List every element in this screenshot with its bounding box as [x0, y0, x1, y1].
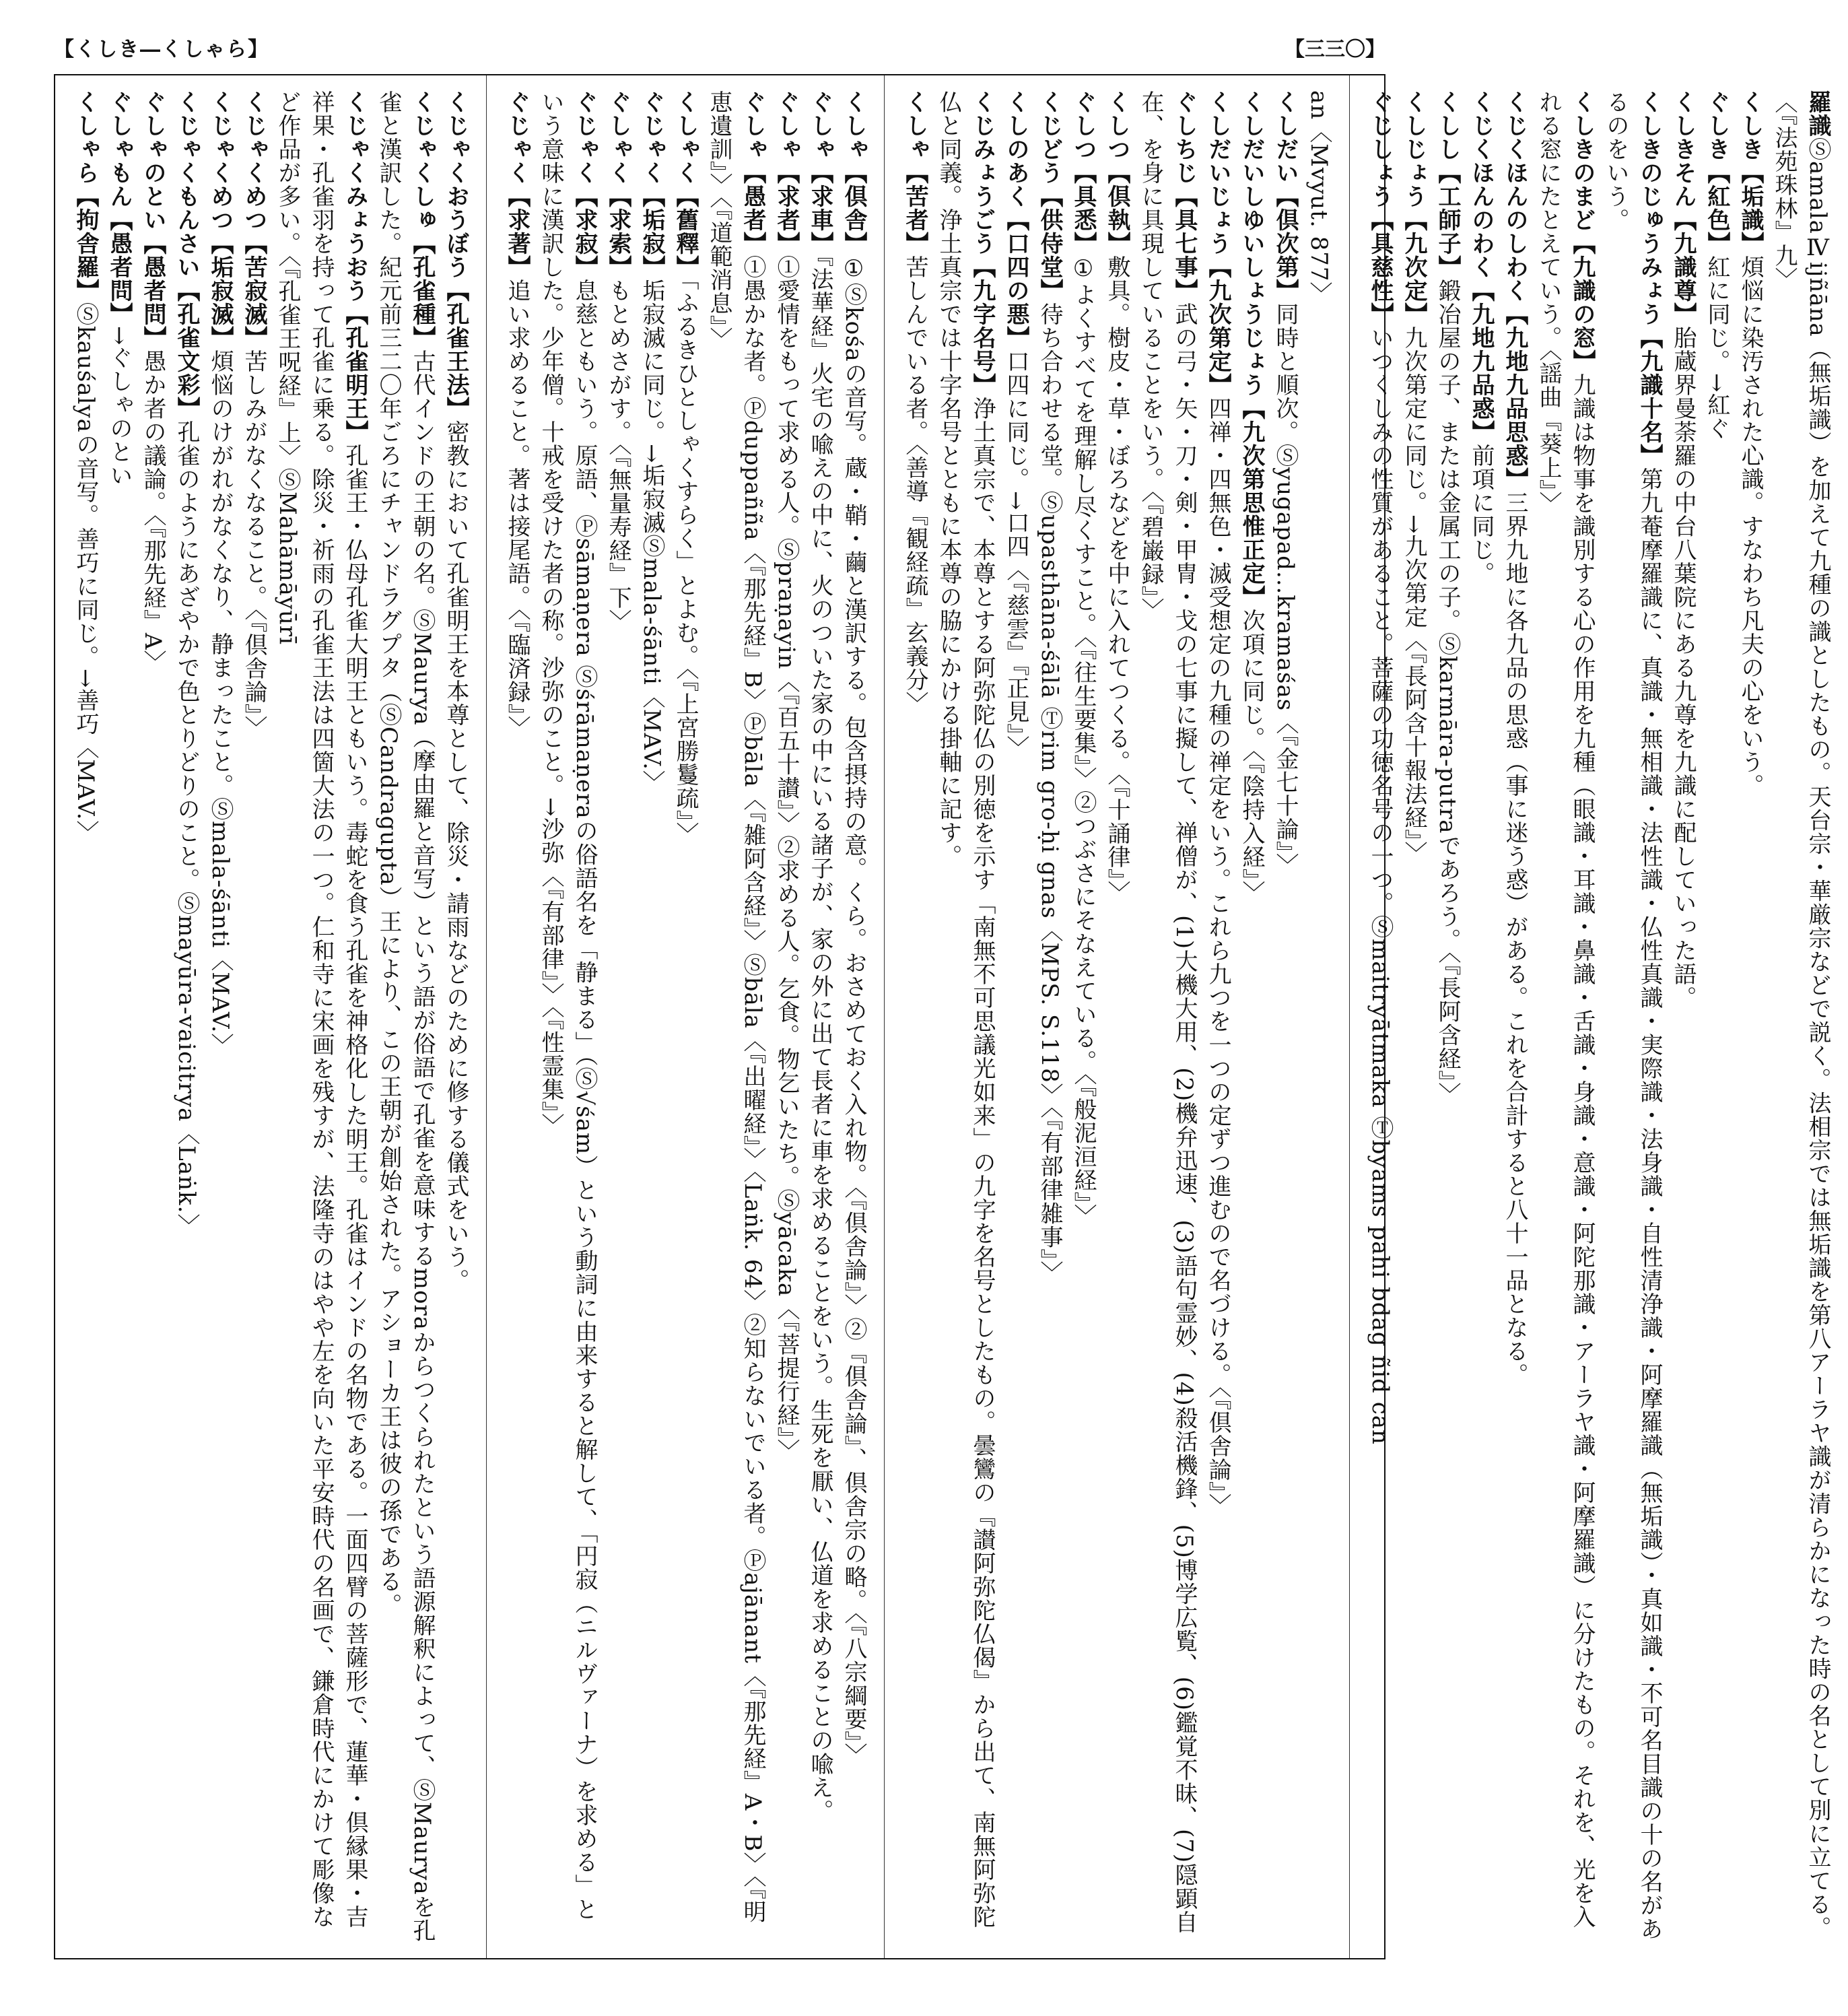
- entry-definition: 紅に同じ。→紅ぐ: [1703, 255, 1730, 440]
- dictionary-entry: [1235, 90, 1268, 1943]
- entry-definition: 苦しんでいる者。〈善導『観経疏』玄義分〉: [901, 255, 928, 715]
- dictionary-entry: [1767, 90, 1835, 1943]
- entry-headword: ぐしゃ【愚者】: [739, 90, 766, 255]
- entry-headword: ぐしゃもん【愚者問】: [106, 90, 133, 326]
- dictionary-entry: [669, 90, 702, 1943]
- entry-definition: 敷具。樹皮・草・ぼろなどを中に入れてつくる。〈『十誦律』〉: [1103, 255, 1130, 904]
- entry-headword: くじゃくおうぼう【孔雀王法】: [442, 90, 469, 420]
- dictionary-entry: [769, 90, 803, 1943]
- entry-headword: ぐしゃ【求者】: [773, 90, 800, 255]
- entry-definition: ①Ⓢkośaの音写。蔵・鞘・繭と漢訳する。包含摂持の意。くら。おさめておく入れ物。〈『倶舎論』〉②『倶舎論』、倶舎宗の略。〈『八宗綱要』〉: [840, 255, 867, 1767]
- entry-headword: くしゃら【拘舎羅】: [72, 90, 99, 302]
- entry-definition: 浄土真宗で、本尊とする阿弥陀仏の別徳を示す「南無不可思議光如来」の九字を名号としたもの。曇鸞の『讃阿弥陀仏偈』から出て、南無阿弥陀仏と同義。浄土真宗では十字名号とともに本尊の脇にかける掛軸に記す。: [935, 90, 996, 1928]
- dictionary-entry: [1363, 90, 1397, 1943]
- dictionary-entry: [1666, 90, 1700, 1943]
- entry-headword: くじゃくめつ【苦寂滅】: [240, 90, 267, 349]
- entry-headword: くしゃ【倶舎】: [840, 90, 867, 255]
- entry-headword: くしだい【倶次第】: [1272, 90, 1299, 302]
- dictionary-entry: [1066, 90, 1100, 1943]
- entry-definition: 煩悩に染汚された心識。すなわち凡夫の心をいう。: [1737, 255, 1764, 797]
- column-2: [885, 75, 1350, 1958]
- entry-headword: 羅識: [1804, 90, 1831, 137]
- dictionary-entry: [1033, 90, 1066, 1943]
- entry-definition: 同時と順次。Ⓢyugapad...kramaśas〈『金七十論』〉: [1272, 302, 1299, 877]
- entry-definition: 『法華経』火宅の喩えの中に、火のついた家の中にいる諸子が、家の外に出て長者に車を求めることをいう。生死を厭い、仏道を求めることの喩え。: [807, 255, 833, 1823]
- dictionary-entry: [170, 90, 203, 1943]
- entry-headword: ぐしゃのとい【愚者問】: [139, 90, 166, 349]
- entry-definition: 追い求めること。著は接尾語。〈『臨済録』〉: [504, 279, 531, 739]
- dictionary-entry: [237, 90, 271, 1943]
- dictionary-entry: [439, 90, 473, 1943]
- entry-headword: ぐしゃく【求索】: [605, 90, 631, 279]
- dictionary-entry: [271, 90, 372, 1943]
- running-head: 【くしき―くしゃら】: [54, 38, 269, 61]
- entry-headword: ぐしつ【具悉】: [1070, 90, 1097, 255]
- entry-definition: 待ち合わせる堂。Ⓢupasthāna-śālā Ⓣrim gro-ḥi gnas〈MPS. S.118〉〈『有部律雑事』〉: [1036, 302, 1063, 1285]
- entry-headword: くしゃ【苦者】: [901, 90, 928, 255]
- entry-headword: くしきのじゅうみょう【九識十名】: [1636, 90, 1663, 467]
- entry-definition: 鍛冶屋の子、または金属工の子。Ⓢkarmāra-putraであろう。〈『長阿含経』〉: [1434, 279, 1461, 1106]
- dictionary-entry: [601, 90, 635, 1943]
- dictionary-entry: [102, 90, 136, 1943]
- entry-definition: an〈Mvyut. 877〉: [1305, 90, 1332, 306]
- entry-definition: いつくしみの性質があること。菩薩の功徳名号の一つ。Ⓢmaitryātmaka Ⓣbyams pahi bdag ñid can: [1367, 326, 1394, 1445]
- entry-headword: くじゃくもんさい【孔雀文彩】: [173, 90, 200, 420]
- entry-headword: ぐじしょう【具慈性】: [1367, 90, 1394, 326]
- entry-headword: くしつ【倶執】: [1103, 90, 1130, 255]
- entry-definition: 古代インドの王朝の名。ⓈMaurya（摩由羅と音写）という語が俗語で孔雀を意味するmoraからつくられたという語源解釈によって、ⓈMauryaを孔雀と漢訳した。紀元前三二〇年ごろにチャンドラグプタ（ⓈCandragupta）王により、この王朝が創始された。アショーカ王は彼の孫である。: [375, 90, 436, 1943]
- dictionary-entry: [932, 90, 999, 1943]
- entry-definition: 第九菴摩羅識に、真識・無相識・法性識・仏性真識・実際識・法身識・自性清浄識・阿摩羅識（無垢識）・真如識・不可名目識の十の名があるのをいう。: [1602, 90, 1663, 1941]
- dictionary-entry: [1464, 90, 1498, 1943]
- dictionary-entry: [999, 90, 1033, 1943]
- entry-definition: ①よくすべてを理解し尽くすこと。〈『往生要集』〉②つぶさにそなえている。〈『般泥洹経』〉: [1070, 255, 1097, 1228]
- entry-definition: 垢寂滅に同じ。→垢寂滅Ⓢmala-śānti〈MAV.〉: [638, 279, 665, 794]
- entry-headword: くじみょうごう【九字名号】: [969, 90, 996, 397]
- entry-definition: ⓈamalaⅣijñāna（無垢識）を加えて九種の識としたもの。天台宗・華厳宗などで説く。法相宗では無垢識を第八アーラヤ識が清らかになった時の名として別に立てる。〈『法苑珠林』九〉: [1771, 90, 1831, 1940]
- dictionary-entry: [1201, 90, 1235, 1943]
- dictionary-entry: [1700, 90, 1734, 1943]
- dictionary-entry: [898, 90, 932, 1943]
- entry-definition: Ⓢkauśalyaの音写。善巧に同じ。→善巧〈MAV.〉: [72, 302, 99, 844]
- entry-definition: 前項に同じ。: [1468, 444, 1495, 585]
- dictionary-entry: [1498, 90, 1532, 1943]
- entry-headword: ぐじゃく【求寂】: [571, 90, 598, 279]
- entry-headword: くしのあく【口四の悪】: [1002, 90, 1029, 349]
- page-frame: [54, 74, 1831, 1959]
- entry-definition: 四禅・四無色・滅受想定の九種の禅定をいう。これら九つを一つの定ずつ進むので名づける。〈『倶舎論』〉: [1204, 397, 1231, 1517]
- column-1: [1350, 75, 1848, 1958]
- dictionary-entry: [69, 90, 102, 1943]
- entry-headword: くしき【垢識】: [1737, 90, 1764, 255]
- entry-definition: 孔雀王・仏母孔雀大明王ともいう。毒蛇を食う孔雀を神格化した明王。孔雀はインドの名物である。一面四臂の菩薩形で、蓮華・倶縁果・吉祥果・孔雀羽を持って孔雀に乗る。除災・祈雨の孔雀王法は四箇大法の一つ。仁和寺に宋画を残すが、法隆寺のはやや左を向いた平安時代の名画で、鎌倉時代にかけて彫像など作品が多い。〈『孔雀王呪経』上〉ⓈMahāmāyūrī: [274, 90, 368, 1928]
- entry-headword: くじゃくみょうおう【孔雀明王】: [341, 90, 368, 444]
- dictionary-entry: [803, 90, 837, 1943]
- entry-definition: 煩悩のけがれがなくなり、静まったこと。Ⓢmala-śānti〈MAV.〉: [207, 349, 234, 1057]
- entry-headword: くじくほんのしわく【九地九品思惑】: [1501, 90, 1528, 491]
- entry-headword: くじくほんのわく【九地九品惑】: [1468, 90, 1495, 444]
- entry-headword: くしきそん【九識尊】: [1670, 90, 1697, 326]
- entry-definition: 口四に同じ。→口四〈『慈雲』『正見』〉: [1002, 349, 1029, 760]
- dictionary-entry: [372, 90, 439, 1943]
- entry-headword: くじゃくめつ【垢寂滅】: [207, 90, 234, 349]
- entry-headword: くしきのまど【九識の窓】: [1569, 90, 1596, 373]
- entry-headword: ぐしゃ【求車】: [807, 90, 833, 255]
- entry-definition: 九識は物事を識別する心の作用を九種（眼識・耳識・鼻識・舌識・身識・意識・阿陀那識・アーラヤ識・阿摩羅識）に分けたもの。それを、光を入れる窓にたとえていう。〈謡曲『葵上』〉: [1535, 90, 1596, 1928]
- entry-headword: くしだいしゆいしょうじょう【九次第思惟正定】: [1238, 90, 1265, 609]
- dictionary-entry: [1431, 90, 1464, 1943]
- dictionary-entry: [1302, 90, 1336, 1943]
- entry-definition: 愚か者の議論。〈『那先経』A〉: [139, 349, 166, 674]
- entry-definition: ①愚かな者。Ⓟduppañña〈『那先経』B〉Ⓟbāla〈『雑阿含経』〉Ⓢbāla〈『出曜経』〉〈Laṅk. 64〉②知らないでいる者。Ⓟajānant〈『那先経』A・B〉〈『明恵遺訓』〉〈『道範消息』〉: [706, 90, 766, 1924]
- dictionary-entry: [1268, 90, 1302, 1943]
- entry-headword: くしし【工師子】: [1434, 90, 1461, 279]
- dictionary-entry: [534, 90, 601, 1943]
- dictionary-entry: [702, 90, 769, 1943]
- entry-definition: 三界九地に各九品の思惑（事に迷う惑）がある。これを合計すると八十一品となる。: [1501, 491, 1528, 1386]
- entry-headword: ぐしき【紅色】: [1703, 90, 1730, 255]
- entry-definition: もとめさがす。〈『無量寿経』下〉: [605, 279, 631, 633]
- entry-definition: 胎蔵界曼荼羅の中台八葉院にある九尊を九識に配していった語。: [1670, 326, 1697, 1009]
- entry-headword: ぐじゃく【垢寂】: [638, 90, 665, 279]
- dictionary-entry: [1397, 90, 1431, 1943]
- entry-headword: くじゃくしゅ【孔雀種】: [409, 90, 436, 349]
- column-3: [487, 75, 885, 1958]
- entry-headword: くじどう【供侍堂】: [1036, 90, 1063, 302]
- dictionary-entry: [837, 90, 870, 1943]
- entry-definition: 孔雀のようにあざやかで色とりどりのこと。Ⓢmayūra-vaicitrya〈Laṅk.〉: [173, 420, 200, 1238]
- entry-definition: 次項に同じ。〈『陰持入経』〉: [1238, 609, 1265, 904]
- dictionary-entry: [203, 90, 237, 1943]
- dictionary-entry: [136, 90, 170, 1943]
- entry-headword: くしゃく【舊釋】: [672, 90, 699, 279]
- dictionary-entry: [1532, 90, 1599, 1943]
- dictionary-entry: [635, 90, 669, 1943]
- entry-definition: →ぐしゃのとい: [106, 326, 133, 488]
- entry-definition: 九次第定に同じ。→九次第定〈『長阿含十報法経』〉: [1400, 326, 1427, 865]
- dictionary-entry: [1100, 90, 1134, 1943]
- page-number: 【三三〇】: [1285, 38, 1385, 61]
- dictionary-entry: [1734, 90, 1767, 1943]
- entry-definition: 「ふるきひとしゃくすらく」とよむ。〈『上宮勝鬘疏』〉: [672, 279, 699, 846]
- entry-definition: ①愛情をもって求める人。Ⓢpraṇayin〈『百五十讃』〉②求める人。乞食。物乞いたち。Ⓢyācaka〈『菩提行経』〉: [773, 255, 800, 1463]
- entry-definition: 息慈ともいう。原語、Ⓟsāmaṇera Ⓢśrāmaṇeraの俗語名を「静まる」（Ⓢ√śam）という動詞に由来すると解して、「円寂（ニルヴァーナ）を求める」という意味に漢訳した。少年僧。十戒を受けた者の称。沙弥のこと。→沙弥〈『有部律』〉〈『性霊集』〉: [537, 90, 598, 1922]
- dictionary-entry: [500, 90, 534, 1943]
- dictionary-entry: [1134, 90, 1201, 1943]
- entry-headword: くしじょう【九次定】: [1400, 90, 1427, 326]
- entry-headword: ぐしちじ【具七事】: [1171, 90, 1198, 302]
- dictionary-entry: [1599, 90, 1666, 1943]
- entry-definition: 武の弓・矢・刀・剣・甲冑・戈の七事に擬して、禅僧が、(1)大機大用、(2)機弁迅速、(3)語句霊妙、(4)殺活機鋒、(5)博学広覧、(6)鑑覚不昧、(7)隠顕自在、を身に具現していることをいう。〈『碧巌録』〉: [1137, 90, 1198, 1935]
- entry-headword: くしだいじょう【九次第定】: [1204, 90, 1231, 397]
- column-4: [55, 75, 487, 1958]
- entry-definition: 密教において孔雀明王を本尊として、除災・請雨などのために修する儀式をいう。: [442, 420, 469, 1292]
- entry-definition: 苦しみがなくなること。〈『倶舎論』〉: [240, 349, 267, 739]
- entry-headword: ぐじゃく【求著】: [504, 90, 531, 279]
